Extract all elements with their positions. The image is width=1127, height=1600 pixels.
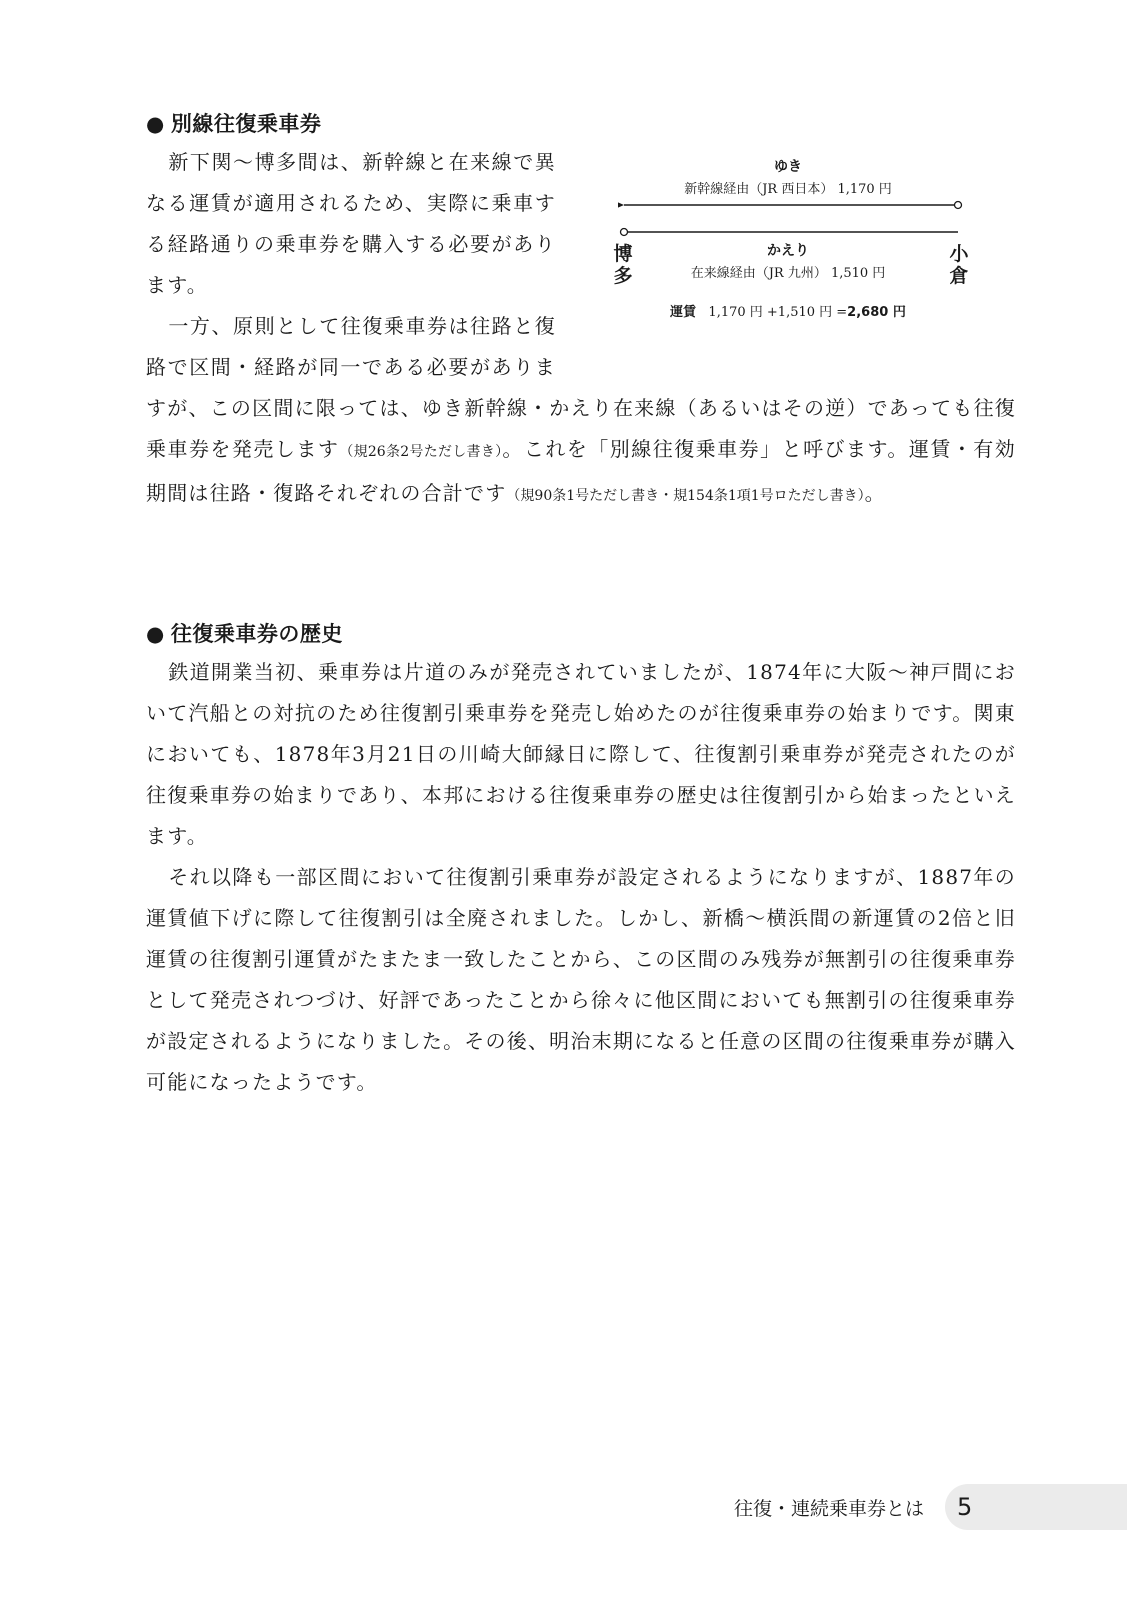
page-number-tab [945,1484,1127,1530]
paragraph [146,857,1016,1103]
route-diagram [613,150,978,325]
kaeri-label: かえり [767,243,809,259]
paragraph-text: 一方、原則として往復乗車券は往路と復路で区間・経路が同一である必要がありますが、この区間に限っては、ゆき新幹線・かえり在来線（あるいはその逆）であっても往復乗車券を発売します [146,314,1016,461]
fare-formula: 1,170 円 +1,510 円 = [708,305,848,320]
section-heading-history [146,620,343,648]
station-char: 倉 [949,265,969,287]
section-heading-bessen [146,110,321,138]
paragraph-text: 新下関〜博多間は、新幹線と在来線で異なる運賃が適用されるため、実際に乗車する経路通りの乗車券を購入する必要があります。 [146,150,556,297]
paragraph [146,652,1016,857]
bullet-icon: ● [146,112,165,136]
yuki-label: ゆき [774,159,802,175]
yuki-origin-dot [955,202,962,209]
paragraph-text: それ以降も一部区間において往復割引乗車券が設定されるようになりますが、1887年の運賃値下げに際して往復割引は全廃されました。しかし、新橋〜横浜間の新運賃の2倍と旧運賃の往復割引運賃がたまたま一致したことから、この区間のみ残券が無割引の往復乗車券として発売されつづけ、好評であったことから徐々に他区間においても無割引の往復乗車券が設定されるようになりました。その後、明治末期になると任意の区間の往復乗車券が購入可能になったようです。 [146,865,1016,1094]
rule-reference: （規90条1号ただし書き・規154条1項1号ロただし書き） [506,488,865,504]
fare-label: 運賃 [670,305,697,320]
station-kokura [948,243,970,287]
route-lines [618,150,978,325]
paragraph-text: 鉄道開業当初、乗車券は片道のみが発売されていましたが、1874年に大阪〜神戸間において汽船との対抗のため往復割引乗車券を発売し始めたのが往復乗車券の始まりです。関東においても、1878年3月21日の川崎大師縁日に際して、往復割引乗車券が発売されたのが往復乗車券の始まりであり、本邦における往復乗車券の歴史は往復割引から始まったといえます。 [146,660,1016,848]
fare-total: 2,680 円 [847,305,906,320]
heading-text: 往復乗車券の歴史 [170,622,343,646]
station-char: 多 [613,265,633,287]
paragraph-text: 。 [864,481,886,505]
bullet-icon: ● [146,622,165,646]
running-footer-title: 往復・連続乗車券とは [734,1498,925,1520]
fare-summary [670,301,906,320]
paragraph-text: 。これを「別線往復乗車券」と呼びます。運賃・有効期間は往路・復路それぞれの合計です [146,437,1016,505]
section2-body [146,652,1016,1103]
kaeri-route: 在来線経由（JR 九州） 1,510 円 [690,266,886,281]
yuki-route: 新幹線経由（JR 西日本） 1,170 円 [684,182,892,197]
station-hakata [612,243,634,287]
station-char: 小 [949,243,969,265]
kaeri-origin-dot [621,229,628,236]
station-char: 博 [613,243,633,265]
heading-text: 別線往復乗車券 [170,112,322,136]
page-number: 5 [957,1493,973,1521]
rule-reference: （規26条2号ただし書き） [339,444,503,460]
